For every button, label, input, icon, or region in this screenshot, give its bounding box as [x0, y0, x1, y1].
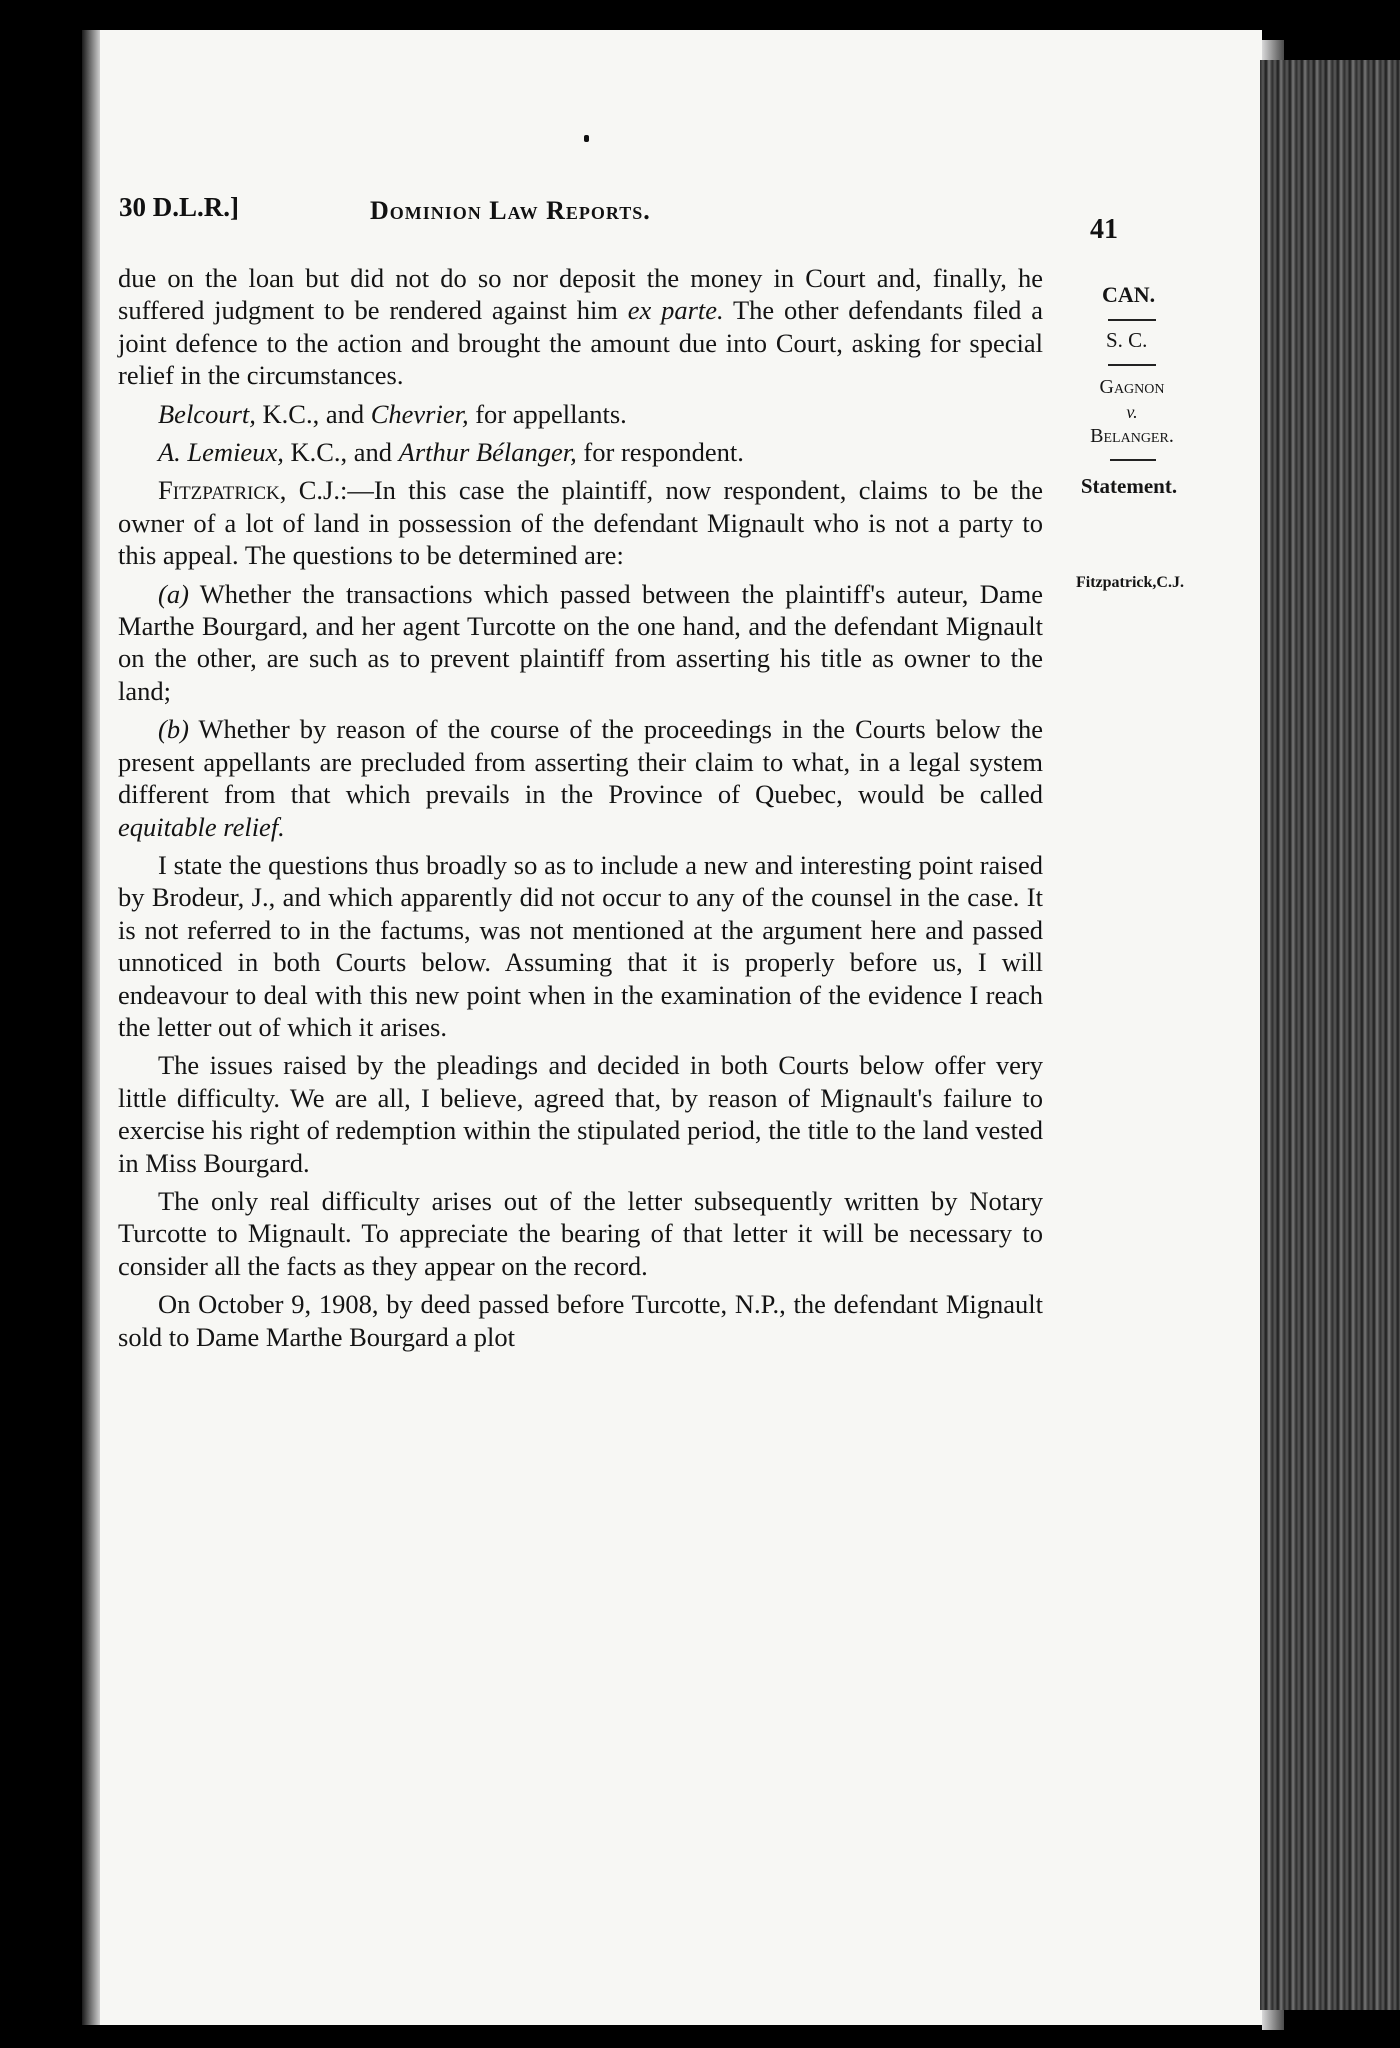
page-number: 41: [1090, 214, 1118, 245]
question-a: (a) Whether the transactions which passed between the plaintiff's auteur, Dame Marthe Bourgard, and her agent Turcotte on the one hand, and the defendant Mignault on the other, are such as to prevent plaintiff from asserting his title as owner to the land;: [118, 578, 1043, 706]
paragraph-1: due on the loan but did not do so nor deposit the money in Court and, finally, he suffered judgment to be rendered against him ex parte. The other defendants filed a joint defence to the action and brought the amount due into Court, asking for special relief in the circumstances.: [118, 263, 1044, 391]
paragraph-4: I state the questions thus broadly so as to include a new and interesting point raised by Brodeur, J., and which apparently did not occur to any of the counsel in the case. It is not referred to in the factums, was not mentioned at the argument here and passed unnoticed in both Courts below. Assuming that it is properly before us, I will endeavour to deal with this new point when in the examination of the evidence I reach the letter out of which it arises.: [118, 849, 1043, 1042]
running-title: Dominion Law Reports.: [370, 196, 651, 225]
judge-name: Fitzpatrick, C.J.: [158, 475, 340, 506]
paragraph-7: On October 9, 1908, by deed passed before Turcotte, N.P., the defendant Mignault sold to Dame Marthe Bourgard a plot: [118, 1289, 1043, 1352]
paragraph-6: The only real difficulty arises out of the letter subsequently written by Notary Turcotte to Mignault. To appreciate the bearing of that letter it will be necessary to consider all the facts as they appear on the record.: [118, 1185, 1043, 1281]
counsel-respondent: A. Lemieux, K.C., and Arthur Bélanger, for respondent.: [158, 437, 744, 468]
margin-rule-1: [1108, 319, 1156, 321]
margin-court: CAN.: [1102, 282, 1156, 307]
page-stack-edge: [1260, 60, 1400, 2010]
question-b: (b) Whether by reason of the course of the proceedings in the Courts below the present appellants are precluded from asserting their claim to what, in a legal system different from that which prevails in the Province of Quebec, would be called equitable relief.: [118, 714, 1043, 842]
margin-statement: Statement.: [1080, 474, 1178, 498]
top-mark: [584, 135, 589, 142]
volume-reference: 30 D.L.R.]: [119, 192, 239, 222]
margin-party-1: Gagnon: [1099, 376, 1165, 398]
counsel-appellants: Belcourt, K.C., and Chevrier, for appellants.: [158, 398, 627, 429]
margin-party-2: Belanger.: [1090, 425, 1174, 447]
margin-rule-3: [1110, 459, 1156, 461]
margin-versus: v.: [1126, 402, 1138, 422]
margin-rule-2: [1108, 364, 1156, 366]
margin-division: S. C.: [1106, 328, 1148, 352]
body-text: [118, 262, 1043, 1359]
paragraph-judgment-opening: Fitzpatrick, C.J.:—In this case the plaintiff, now respondent, claims to be the owner of a lot of land in possession of the defendant Mignault who is not a party to this appeal. The questions to be determined are:: [118, 475, 1044, 571]
paragraph-5: The issues raised by the pleadings and decided in both Courts below offer very little difficulty. We are all, I believe, agreed that, by reason of Mignault's failure to exercise his right of redemption within the stipulated period, the title to the land vested in Miss Bourgard.: [118, 1050, 1043, 1178]
page-gutter: [82, 30, 100, 2025]
margin-judge: Fitzpatrick,C.J.: [1076, 574, 1184, 591]
